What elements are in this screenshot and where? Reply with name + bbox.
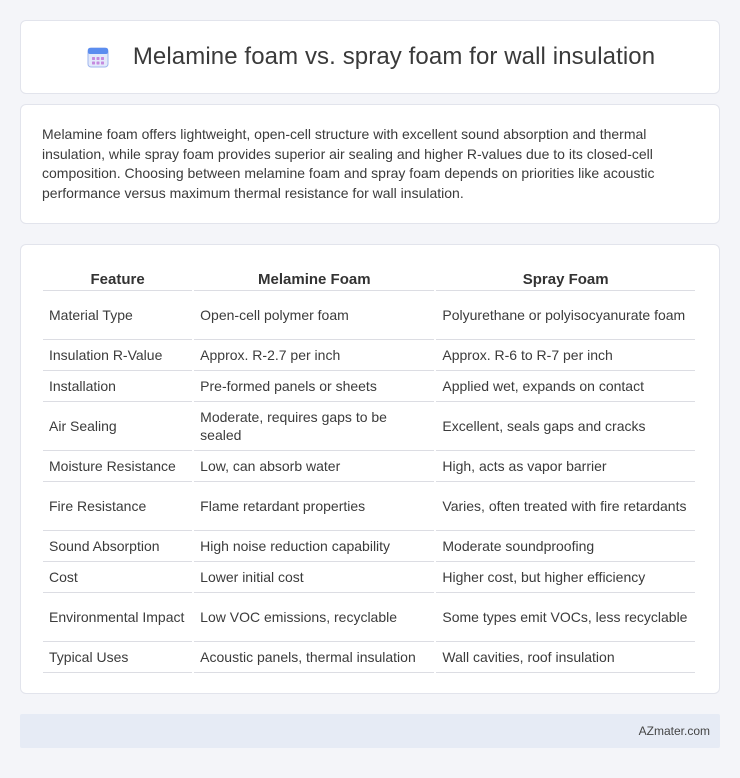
table-row <box>43 642 695 673</box>
feature-cell: Cost <box>43 562 192 593</box>
melamine-cell: Approx. R-2.7 per inch <box>194 340 434 371</box>
calendar-icon <box>85 44 111 70</box>
table-row <box>43 593 695 642</box>
comparison-card <box>20 244 720 694</box>
spray-cell: Approx. R-6 to R-7 per inch <box>436 340 695 371</box>
header-melamine-foam: Melamine Foam <box>194 265 434 291</box>
table-row <box>43 371 695 402</box>
spray-cell: Wall cavities, roof insulation <box>436 642 695 673</box>
melamine-cell: Pre-formed panels or sheets <box>194 371 434 402</box>
melamine-cell: Low, can absorb water <box>194 451 434 482</box>
spray-cell: High, acts as vapor barrier <box>436 451 695 482</box>
intro-card <box>20 104 720 224</box>
table-row <box>43 340 695 371</box>
table-header-row <box>43 265 695 291</box>
feature-cell: Installation <box>43 371 192 402</box>
table-row <box>43 562 695 593</box>
spray-cell: Excellent, seals gaps and cracks <box>436 402 695 451</box>
feature-cell: Fire Resistance <box>43 482 192 531</box>
melamine-cell: Moderate, requires gaps to be sealed <box>194 402 434 451</box>
melamine-cell: Acoustic panels, thermal insulation <box>194 642 434 673</box>
spray-cell: Applied wet, expands on contact <box>436 371 695 402</box>
title-card <box>20 20 720 94</box>
feature-cell: Moisture Resistance <box>43 451 192 482</box>
feature-cell: Material Type <box>43 291 192 340</box>
intro-text: Melamine foam offers lightweight, open-cell structure with excellent sound absorption and thermal insulation, while spray foam provides superior air sealing and higher R-values due to its closed-cell composition. Choosing between melamine foam and spray foam depends on priorities like acoustic performance versus maximum thermal resistance for wall insulation. <box>42 126 655 201</box>
spray-cell: Moderate soundproofing <box>436 531 695 562</box>
header-spray-foam: Spray Foam <box>436 265 695 291</box>
melamine-cell: Open-cell polymer foam <box>194 291 434 340</box>
footer-bar <box>20 714 720 748</box>
spray-cell: Some types emit VOCs, less recyclable <box>436 593 695 642</box>
table-row <box>43 291 695 340</box>
melamine-cell: Flame retardant properties <box>194 482 434 531</box>
feature-cell: Sound Absorption <box>43 531 192 562</box>
page-title: Melamine foam vs. spray foam for wall insulation <box>132 43 656 70</box>
table-row <box>43 451 695 482</box>
melamine-cell: High noise reduction capability <box>194 531 434 562</box>
footer-brand: AZmater.com <box>638 724 710 738</box>
melamine-cell: Lower initial cost <box>194 562 434 593</box>
feature-cell: Typical Uses <box>43 642 192 673</box>
melamine-cell: Low VOC emissions, recyclable <box>194 593 434 642</box>
feature-cell: Insulation R-Value <box>43 340 192 371</box>
comparison-table <box>41 265 697 673</box>
spray-cell: Higher cost, but higher efficiency <box>436 562 695 593</box>
table-row <box>43 482 695 531</box>
table-row <box>43 531 695 562</box>
feature-cell: Environmental Impact <box>43 593 192 642</box>
spray-cell: Varies, often treated with fire retardants <box>436 482 695 531</box>
header-feature: Feature <box>43 265 192 291</box>
table-row <box>43 402 695 451</box>
feature-cell: Air Sealing <box>43 402 192 451</box>
spray-cell: Polyurethane or polyisocyanurate foam <box>436 291 695 340</box>
